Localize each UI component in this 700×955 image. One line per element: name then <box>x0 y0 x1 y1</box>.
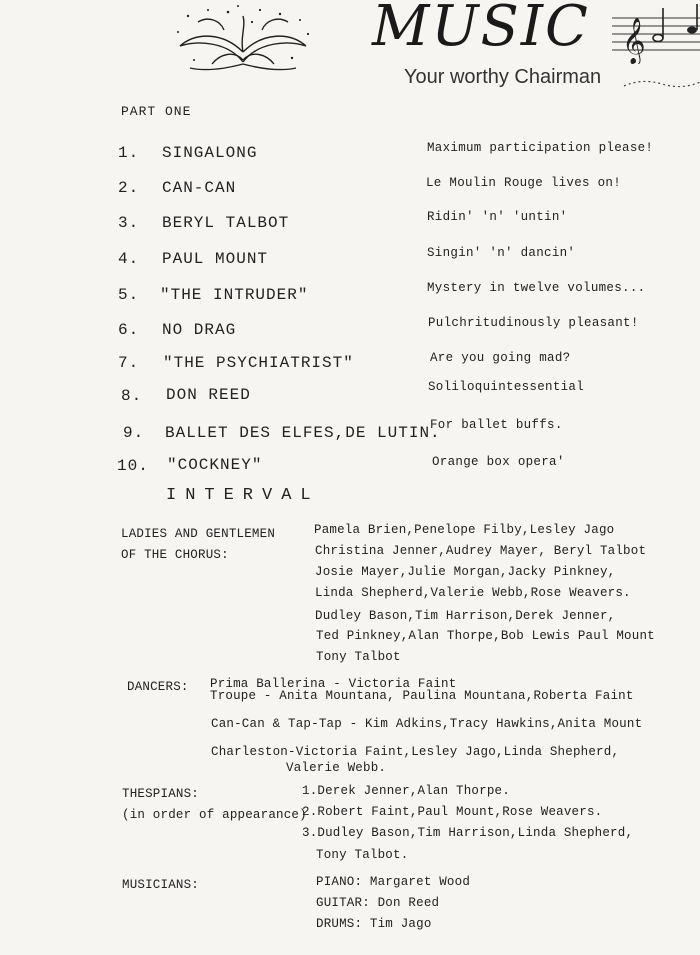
item-number: 6. <box>118 321 140 339</box>
item-number: 5. <box>118 286 140 304</box>
chorus-line: Tony Talbot <box>316 650 401 664</box>
item-number: 7. <box>118 354 140 372</box>
thespians-label: (in order of appearance) <box>122 808 307 822</box>
item-note: Le Moulin Rouge lives on! <box>426 176 622 190</box>
chorus-line: Ted Pinkney,Alan Thorpe,Bob Lewis Paul Mount <box>316 629 655 643</box>
item-note: Singin' 'n' dancin' <box>427 246 576 260</box>
item-title: "COCKNEY" <box>167 456 263 474</box>
item-title: BALLET DES ELFES,DE LUTIN. <box>165 424 441 442</box>
item-number: 9. <box>123 424 145 442</box>
item-number: 4. <box>118 250 140 268</box>
floral-ornament-icon <box>168 2 318 78</box>
item-title: SINGALONG <box>162 144 258 162</box>
item-note: Soliloquintessential <box>428 380 585 394</box>
dotted-leader <box>622 76 700 90</box>
chorus-label: LADIES AND GENTLEMEN <box>121 527 276 541</box>
item-note: Ridin' 'n' 'untin' <box>427 210 568 224</box>
item-note: Are you going mad? <box>430 351 571 365</box>
chorus-line: Josie Mayer,Julie Morgan,Jacky Pinkney, <box>315 565 616 579</box>
chorus-line: Christina Jenner,Audrey Mayer, Beryl Talbot <box>315 544 647 558</box>
item-title: "THE INTRUDER" <box>160 286 309 304</box>
page-title: MUSIC <box>372 0 590 59</box>
dancers-line: Valerie Webb. <box>286 761 387 775</box>
item-number: 10. <box>117 457 149 475</box>
dancers-line: Charleston-Victoria Faint,Lesley Jago,Linda Shepherd, <box>211 745 620 759</box>
item-note: Orange box opera' <box>432 455 565 469</box>
item-number: 3. <box>118 214 140 232</box>
musicians-label: MUSICIANS: <box>122 878 200 892</box>
dancers-line: Prima Ballerina - Victoria Faint <box>210 677 457 691</box>
item-note: For ballet buffs. <box>430 418 563 432</box>
item-note: Maximum participation please! <box>427 141 654 155</box>
musicians-line: DRUMS: Tim Jago <box>316 917 432 931</box>
thespians-line: 3.Dudley Bason,Tim Harrison,Linda Shepherd, <box>302 826 634 840</box>
item-title: CAN-CAN <box>162 179 237 197</box>
dancers-line: Troupe - Anita Mountana, Paulina Mountana,Roberta Faint <box>210 689 634 703</box>
dancers-line: Can-Can & Tap-Tap - Kim Adkins,Tracy Hawkins,Anita Mount <box>211 717 643 731</box>
subtitle: Your worthy Chairman <box>404 66 602 88</box>
chorus-line: Pamela Brien,Penelope Filby,Lesley Jago <box>314 523 615 537</box>
item-note: Mystery in twelve volumes... <box>427 281 646 295</box>
item-title: "THE PSYCHIATRIST" <box>163 354 354 372</box>
interval-heading: INTERVAL <box>166 486 320 505</box>
thespians-line: 1.Derek Jenner,Alan Thorpe. <box>302 784 510 798</box>
item-title: BERYL TALBOT <box>162 214 290 232</box>
item-note: Pulchritudinously pleasant! <box>428 316 639 330</box>
music-staff-icon <box>612 4 700 64</box>
svg-text:𝄞: 𝄞 <box>622 18 646 64</box>
thespians-line: Tony Talbot. <box>316 848 409 862</box>
dancers-label: DANCERS: <box>127 680 189 694</box>
item-number: 1. <box>118 144 140 162</box>
item-title: NO DRAG <box>162 321 237 339</box>
section-heading: PART ONE <box>121 104 192 119</box>
item-number: 8. <box>121 387 143 405</box>
item-number: 2. <box>118 179 140 197</box>
thespians-label: THESPIANS: <box>122 787 200 801</box>
item-title: PAUL MOUNT <box>162 250 269 268</box>
item-title: DON REED <box>166 386 251 404</box>
chorus-line: Dudley Bason,Tim Harrison,Derek Jenner, <box>315 609 616 623</box>
chorus-label: OF THE CHORUS: <box>121 548 229 562</box>
chorus-line: Linda Shepherd,Valerie Webb,Rose Weavers. <box>315 586 631 600</box>
thespians-line: 2.Robert Faint,Paul Mount,Rose Weavers. <box>302 805 603 819</box>
musicians-line: GUITAR: Don Reed <box>316 896 440 910</box>
musicians-line: PIANO: Margaret Wood <box>316 875 471 889</box>
